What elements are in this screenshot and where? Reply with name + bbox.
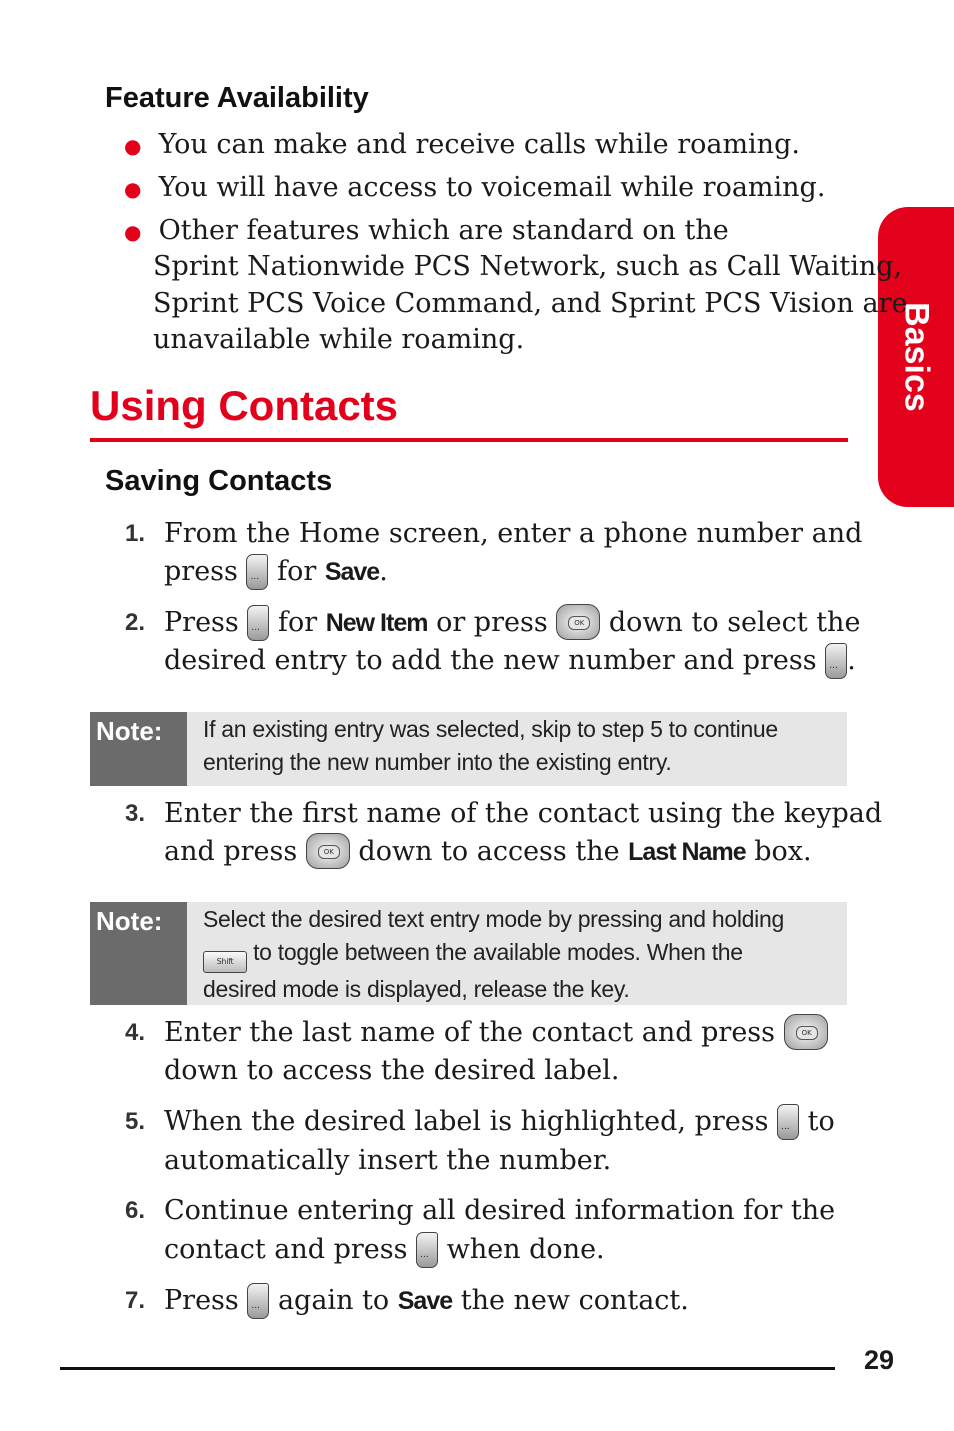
side-tab-label: Basics — [897, 302, 936, 412]
step-text: press ... for Save. — [164, 553, 388, 591]
shift-key-icon: Shift — [203, 951, 247, 973]
step-text: Enter the first name of the contact using the keypad — [164, 798, 883, 829]
bullet-continuation: unavailable while roaming. — [153, 324, 525, 355]
step-text: down to access the desired label. — [164, 1055, 620, 1086]
step-number: 3. — [125, 800, 146, 827]
softkey-icon — [247, 1283, 269, 1319]
footer-rule — [60, 1367, 835, 1370]
bullet-icon: ● — [124, 177, 142, 201]
note-label: Note: — [90, 902, 187, 1005]
step-number: 6. — [125, 1197, 146, 1224]
command-label: Save — [397, 1287, 453, 1315]
step-text: Enter the last name of the contact and press OK — [164, 1014, 828, 1052]
step-text: and press OK down to access the Last Name box. — [164, 833, 812, 871]
step-text: Continue entering all desired information for the — [164, 1195, 836, 1226]
note-box — [90, 902, 847, 1005]
bullet-item: ● You will have access to voicemail while roaming. — [124, 172, 826, 203]
step-text: Press ... for New Item or press OK down to select the — [164, 604, 860, 642]
command-label: Save — [324, 558, 380, 586]
note-text: If an existing entry was selected, skip to step 5 to continue entering the new number into the existing entry. — [203, 716, 778, 775]
step-number: 5. — [125, 1108, 146, 1135]
bullet-item: ● You can make and receive calls while roaming. — [124, 129, 800, 160]
step-text: desired entry to add the new number and press ... . — [164, 642, 856, 680]
bullet-continuation: Sprint Nationwide PCS Network, such as Call Waiting, — [153, 251, 903, 282]
step-text: contact and press ... when done. — [164, 1231, 605, 1269]
section-rule — [90, 438, 848, 442]
step-number: 2. — [125, 609, 146, 636]
step-text: automatically insert the number. — [164, 1145, 612, 1176]
page-number: 29 — [863, 1345, 894, 1375]
step-number: 7. — [125, 1287, 146, 1314]
step-number: 1. — [125, 520, 146, 547]
navigation-key-icon — [556, 604, 600, 640]
softkey-icon — [416, 1232, 438, 1268]
subheading: Saving Contacts — [105, 465, 333, 497]
bullet-item: ● Other features which are standard on the — [124, 215, 729, 246]
command-label: Last Name — [628, 838, 746, 866]
softkey-icon — [777, 1104, 799, 1140]
note-box — [90, 712, 847, 786]
note-label: Note: — [90, 712, 187, 786]
bullet-icon: ● — [124, 220, 142, 244]
step-text: Press ... again to Save the new contact. — [164, 1282, 689, 1320]
step-text: When the desired label is highlighted, press ... to — [164, 1103, 835, 1141]
navigation-key-icon — [784, 1014, 828, 1050]
softkey-icon — [246, 554, 268, 590]
step-number: 4. — [125, 1019, 146, 1046]
note-text: Select the desired text entry mode by pressing and holding Shift to toggle between the available modes. When the desired mode is displayed, release the key. — [203, 906, 784, 1002]
command-label: New Item — [325, 609, 428, 637]
softkey-icon — [247, 605, 269, 641]
section-title: Using Contacts — [90, 382, 399, 429]
bullet-continuation: Sprint PCS Voice Command, and Sprint PCS Vision are — [153, 288, 908, 319]
feature-heading: Feature Availability — [105, 82, 369, 114]
navigation-key-icon — [306, 833, 350, 869]
step-text: From the Home screen, enter a phone number and — [164, 518, 863, 549]
softkey-icon — [825, 643, 847, 679]
bullet-icon: ● — [124, 134, 142, 158]
